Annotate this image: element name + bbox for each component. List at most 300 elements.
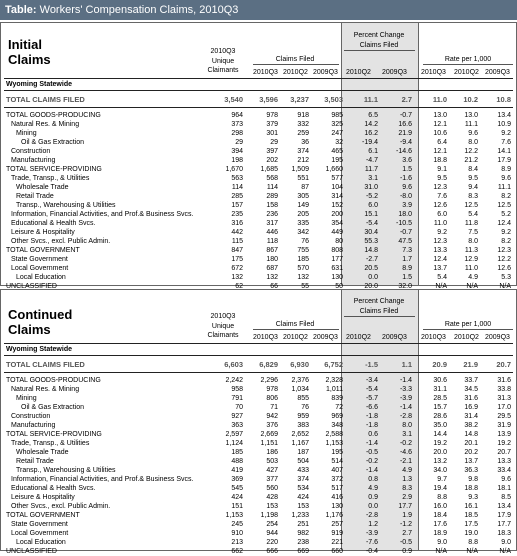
row-value: 424 (231, 494, 243, 501)
row-value: 534 (297, 485, 309, 492)
percent-change-header: Percent Change Claims Filed (353, 298, 405, 315)
row-value: 369 (231, 476, 243, 483)
row-value: 13.9 (497, 431, 511, 438)
row-value: 551 (297, 175, 309, 182)
row-value: 130 (331, 274, 343, 281)
row-value: 545 (231, 485, 243, 492)
row-value: 669 (297, 548, 309, 555)
row-value: 1,153 (225, 512, 243, 519)
row-value: 32 (335, 139, 343, 146)
row-value: 4.9 (402, 467, 412, 474)
table-row (4, 547, 513, 556)
header-rule (4, 343, 513, 344)
row-value: 12.6 (433, 202, 447, 209)
row-value: 7.6 (501, 139, 511, 146)
row-value: 14.8 (464, 431, 478, 438)
row-value: 30.4 (364, 229, 378, 236)
row-value: 2,328 (325, 377, 343, 384)
row-value: 6.1 (368, 148, 378, 155)
rate-underline (423, 329, 513, 330)
row-value: 5.2 (501, 211, 511, 218)
table-row (4, 394, 513, 403)
row-value: -0.2 (399, 440, 412, 447)
initial-claims-section (0, 22, 517, 290)
row-value: 12.4 (433, 256, 447, 263)
row-value: 198 (231, 157, 243, 164)
row-value: 13.3 (497, 458, 511, 465)
row-value: 1.9 (402, 512, 412, 519)
col-2009q3: 2009Q3 (313, 334, 338, 341)
row-value: 2,296 (260, 377, 278, 384)
row-value: 31.0 (364, 184, 378, 191)
row-value: 12.1 (433, 148, 447, 155)
row-value: 9.0 (437, 539, 447, 546)
col-pct-2009q3: 2009Q3 (382, 334, 407, 341)
row-value: -1.2 (399, 521, 412, 528)
row-value: 11.1 (464, 121, 478, 128)
row-value: 5.4 (437, 274, 447, 281)
row-value: 18.8 (464, 485, 478, 492)
row-value: -8.0 (399, 193, 412, 200)
row-value: 158 (266, 202, 278, 209)
row-value: 17.0 (497, 404, 511, 411)
row-value: 18.4 (433, 512, 447, 519)
col-rate-2009q3: 2009Q3 (485, 69, 510, 76)
row-value: 927 (231, 413, 243, 420)
row-value: 363 (231, 422, 243, 429)
row-value: 34.0 (433, 467, 447, 474)
row-value: 11.3 (464, 247, 478, 254)
row-value: 427 (266, 467, 278, 474)
table-row (4, 201, 513, 210)
row-value: 17.7 (497, 521, 511, 528)
row-label: Oil & Gas Extraction (21, 139, 85, 146)
row-label: Leisure & Hospitality (11, 229, 75, 236)
row-value: -2.8 (399, 413, 412, 420)
title-prefix: Table: (5, 4, 37, 16)
row-value: 7.5 (468, 229, 478, 236)
row-value: 394 (231, 148, 243, 155)
row-value: 257 (331, 521, 343, 528)
row-value: 1.5 (402, 274, 412, 281)
row-value: 0.0 (368, 503, 378, 510)
row-value: N/A (435, 283, 447, 290)
row-value: 31.3 (497, 395, 511, 402)
row-value: 570 (297, 265, 309, 272)
row-value: 31.9 (497, 422, 511, 429)
row-value: 195 (331, 157, 343, 164)
row-value: 132 (231, 274, 243, 281)
rate-header: Rate per 1,000 (444, 56, 492, 63)
row-value: 11.7 (364, 166, 378, 173)
table-row (4, 255, 513, 264)
row-value: 316 (231, 220, 243, 227)
row-value: -5.2 (365, 193, 378, 200)
row-value: 1,509 (291, 166, 309, 173)
row-label: TOTAL SERVICE-PROVIDING (6, 431, 102, 438)
claims-filed-header: Claims Filed (275, 321, 315, 328)
row-label: Trade, Transp., & Utilities (11, 440, 90, 447)
row-label: Natural Res. & Mining (11, 121, 80, 128)
row-value: 14.8 (364, 247, 378, 254)
row-value: 8.0 (402, 422, 412, 429)
table-row (4, 174, 513, 183)
table-title-bar (0, 0, 517, 20)
row-value: 9.6 (468, 130, 478, 137)
row-value: 1,233 (291, 512, 309, 519)
table-row (4, 273, 513, 282)
row-value: -1.4 (365, 440, 378, 447)
row-value: 379 (266, 121, 278, 128)
row-value: -2.1 (399, 458, 412, 465)
total-rule (4, 372, 513, 373)
row-value: -2.7 (365, 256, 378, 263)
table-row (4, 430, 513, 439)
row-value: 2,652 (291, 431, 309, 438)
row-value: 13.3 (433, 247, 447, 254)
section-title-line2: Claims (8, 322, 51, 337)
unique-claimants-header: 2010Q3 Unique Claimants (207, 313, 239, 339)
table-row (4, 538, 513, 547)
table-row (4, 448, 513, 457)
row-value: 918 (297, 112, 309, 119)
row-value: 14.4 (433, 431, 447, 438)
row-value: -3.4 (365, 377, 378, 384)
table-row (4, 502, 513, 511)
row-value: 2.9 (402, 494, 412, 501)
row-value: 0.8 (368, 476, 378, 483)
row-value: 672 (231, 265, 243, 272)
row-value: 12.9 (464, 256, 478, 263)
row-value: -0.2 (365, 458, 378, 465)
row-value: 514 (331, 458, 343, 465)
row-value: 3.1 (368, 175, 378, 182)
table-row (4, 183, 513, 192)
row-value: -0.5 (365, 449, 378, 456)
table-row (4, 376, 513, 385)
row-value: 31.4 (464, 413, 478, 420)
row-value: 9.6 (501, 476, 511, 483)
row-value: 47.5 (398, 238, 412, 245)
row-value: 157 (231, 202, 243, 209)
table-row (4, 228, 513, 237)
table-row (4, 421, 513, 430)
row-value: 10.9 (497, 121, 511, 128)
row-value: 247 (331, 130, 343, 137)
row-value: 153 (297, 503, 309, 510)
row-value: 5.4 (468, 211, 478, 218)
row-value: 213 (231, 539, 243, 546)
row-value: 72 (335, 404, 343, 411)
row-value: 660 (331, 548, 343, 555)
row-value: 118 (266, 238, 278, 245)
row-value: 374 (297, 476, 309, 483)
row-value: -1.4 (399, 404, 412, 411)
row-value: 332 (297, 121, 309, 128)
row-value: 14.2 (364, 121, 378, 128)
title-text: Workers' Compensation Claims, 2010Q3 (36, 4, 239, 16)
row-value: -4.7 (365, 157, 378, 164)
row-value: 21.9 (398, 130, 412, 137)
row-value: 978 (266, 112, 278, 119)
row-value: 31.6 (464, 395, 478, 402)
row-value: 16.1 (464, 503, 478, 510)
row-value: 8.0 (468, 238, 478, 245)
table-row (4, 147, 513, 156)
row-value: -1.4 (365, 467, 378, 474)
row-value: -3.9 (365, 530, 378, 537)
row-label: Educational & Health Svcs. (11, 220, 96, 227)
row-value: 18.3 (497, 530, 511, 537)
row-value: 377 (266, 476, 278, 483)
row-value: 442 (231, 229, 243, 236)
row-value: 428 (266, 494, 278, 501)
row-label: UNCLASSIFIED (6, 283, 57, 290)
row-value: 32.0 (398, 283, 412, 290)
row-value: 568 (266, 175, 278, 182)
row-value: 867 (266, 247, 278, 254)
claims-filed-underline (253, 64, 339, 65)
table-row (4, 385, 513, 394)
row-value: 9.0 (501, 539, 511, 546)
row-value: 195 (331, 449, 343, 456)
table-row (4, 165, 513, 174)
row-value: 245 (231, 521, 243, 528)
row-value: 465 (331, 148, 343, 155)
row-value: 1,011 (326, 386, 343, 393)
col-2010q3: 2010Q3 (253, 69, 278, 76)
row-label: Educational & Health Svcs. (11, 485, 96, 492)
row-label: Wholesale Trade (16, 184, 69, 191)
row-value: 115 (231, 238, 243, 245)
row-value: -3.9 (399, 395, 412, 402)
row-value: 1,660 (325, 166, 343, 173)
section-title-line1: Initial (8, 37, 42, 52)
row-value: -6.6 (365, 404, 378, 411)
row-label: Information, Financial Activities, and Prof.& Business Svcs. (11, 476, 194, 483)
row-label: Retail Trade (16, 458, 54, 465)
col-rate-2010q3: 2010Q3 (421, 334, 446, 341)
row-value: 71 (270, 404, 278, 411)
row-value: 446 (266, 229, 278, 236)
row-value: 517 (331, 485, 343, 492)
total-claims-label: TOTAL CLAIMS FILED (6, 360, 85, 369)
row-value: 16.6 (398, 121, 412, 128)
row-value: 205 (297, 211, 309, 218)
table-row (4, 475, 513, 484)
table-row (4, 237, 513, 246)
col-2009q3: 2009Q3 (313, 69, 338, 76)
row-value: 942 (266, 413, 278, 420)
row-value: 104 (331, 184, 343, 191)
row-value: 13.0 (464, 112, 478, 119)
row-value: 631 (331, 265, 343, 272)
table-row (4, 111, 513, 120)
col-rate-2009q3: 2009Q3 (485, 334, 510, 341)
row-value: 80 (335, 238, 343, 245)
row-value: 8.2 (501, 238, 511, 245)
row-value: 1,167 (291, 440, 309, 447)
row-value: 8.3 (468, 193, 478, 200)
row-value: 1,176 (325, 512, 343, 519)
rate-underline (423, 64, 513, 65)
row-value: -0.4 (365, 548, 378, 555)
row-value: 6.0 (368, 202, 378, 209)
row-value: 9.2 (437, 229, 447, 236)
row-value: -9.4 (399, 139, 412, 146)
row-value: 20.2 (464, 449, 478, 456)
row-value: 236 (266, 211, 278, 218)
row-value: 958 (231, 386, 243, 393)
row-value: 153 (266, 503, 278, 510)
col-rate-2010q2: 2010Q2 (454, 69, 479, 76)
row-label: Transp., Warehousing & Utilities (16, 467, 116, 474)
row-value: 317 (266, 220, 278, 227)
row-value: 19.2 (433, 440, 447, 447)
row-value: 2,588 (325, 431, 343, 438)
row-value: 14.1 (497, 148, 511, 155)
row-value: 8.9 (501, 166, 511, 173)
row-value: 35.0 (433, 422, 447, 429)
row-value: -2.8 (365, 512, 378, 519)
row-value: 847 (231, 247, 243, 254)
row-value: 12.5 (464, 202, 478, 209)
row-label: Local Education (16, 539, 66, 546)
row-value: 12.6 (497, 265, 511, 272)
row-value: -1.6 (399, 175, 412, 182)
row-value: 10.6 (433, 130, 447, 137)
row-value: 11.1 (497, 184, 511, 191)
row-label: TOTAL GOVERNMENT (6, 512, 80, 519)
rate-header: Rate per 1,000 (444, 321, 492, 328)
row-value: 1,153 (325, 440, 343, 447)
row-label: Transp., Warehousing & Utilities (16, 202, 116, 209)
row-value: 12.5 (497, 202, 511, 209)
unique-claimants-header: 2010Q3 Unique Claimants (207, 48, 239, 74)
table-row (4, 264, 513, 273)
row-value: 11.8 (464, 220, 478, 227)
row-value: 1.2 (368, 521, 378, 528)
col-2010q3: 2010Q3 (253, 334, 278, 341)
row-value: 9.4 (468, 184, 478, 191)
row-label: Local Education (16, 274, 66, 281)
row-value: 503 (266, 458, 278, 465)
row-value: 662 (231, 548, 243, 555)
row-value: 8.9 (402, 265, 412, 272)
row-value: 180 (266, 256, 278, 263)
row-value: 0.9 (402, 548, 412, 555)
row-value: -4.6 (399, 449, 412, 456)
row-value: 29 (235, 139, 243, 146)
row-value: -0.5 (399, 539, 412, 546)
row-value: -1.8 (365, 413, 378, 420)
row-value: 1,151 (260, 440, 278, 447)
row-value: 62 (235, 283, 243, 290)
row-value: 563 (231, 175, 243, 182)
row-value: 254 (266, 521, 278, 528)
row-value: 20.0 (433, 449, 447, 456)
total-claims-row: TOTAL CLAIMS FILED 3,540 3,596 3,237 3,503 11.1 2.7 11.0 10.2 10.8 (6, 95, 511, 104)
row-value: N/A (435, 548, 447, 555)
row-value: 17.5 (464, 521, 478, 528)
row-value: 1,034 (291, 386, 309, 393)
row-value: 149 (297, 202, 309, 209)
row-value: 12.3 (433, 184, 447, 191)
col-pct-2010q2: 2010Q2 (346, 69, 371, 76)
row-value: 959 (297, 413, 309, 420)
row-value: 9.5 (437, 175, 447, 182)
row-value: 12.3 (497, 247, 511, 254)
row-value: 919 (331, 530, 343, 537)
row-value: 9.3 (468, 494, 478, 501)
row-value: 16.0 (433, 503, 447, 510)
row-value: N/A (466, 283, 478, 290)
row-value: 285 (231, 193, 243, 200)
row-value: 13.4 (497, 503, 511, 510)
row-value: 187 (297, 449, 309, 456)
total-rule (4, 107, 513, 108)
row-value: 687 (266, 265, 278, 272)
table-row (4, 210, 513, 219)
row-value: 0.6 (368, 431, 378, 438)
statewide-rule (4, 90, 513, 91)
row-value: -19.4 (362, 139, 378, 146)
percent-change-underline (344, 50, 415, 51)
row-value: 839 (331, 395, 343, 402)
percent-change-header: Percent Change Claims Filed (353, 32, 405, 49)
row-value: 11.0 (433, 220, 447, 227)
table-row (4, 511, 513, 520)
row-value: 132 (266, 274, 278, 281)
row-value: 20.5 (364, 265, 378, 272)
col-rate-2010q2: 2010Q2 (454, 334, 479, 341)
industry-rows (4, 376, 513, 556)
table-row (4, 493, 513, 502)
row-value: 6.0 (437, 211, 447, 218)
statewide-label: Wyoming Statewide (6, 81, 72, 88)
row-value: 9.7 (437, 476, 447, 483)
row-value: 185 (297, 256, 309, 263)
row-value: 944 (266, 530, 278, 537)
col-pct-2009q3: 2009Q3 (382, 69, 407, 76)
row-value: 325 (331, 121, 343, 128)
row-value: 202 (266, 157, 278, 164)
row-value: 305 (297, 193, 309, 200)
row-value: 7.3 (402, 247, 412, 254)
row-value: 17.9 (497, 512, 511, 519)
row-value: 29 (270, 139, 278, 146)
row-value: 13.0 (433, 112, 447, 119)
row-label: TOTAL GOODS-PRODUCING (6, 112, 101, 119)
row-value: 13.2 (433, 458, 447, 465)
row-value: 20.0 (364, 283, 378, 290)
row-value: 910 (231, 530, 243, 537)
row-value: 19.0 (464, 530, 478, 537)
row-value: 416 (331, 494, 343, 501)
statewide-label: Wyoming Statewide (6, 346, 72, 353)
row-label: Mining (16, 130, 37, 137)
continued-claims-section (0, 289, 517, 555)
row-label: TOTAL GOVERNMENT (6, 247, 80, 254)
row-label: Local Government (11, 265, 69, 272)
row-value: 55.3 (364, 238, 378, 245)
row-value: N/A (499, 283, 511, 290)
row-value: 3.9 (402, 202, 412, 209)
row-value: 15.7 (433, 404, 447, 411)
row-value: 175 (231, 256, 243, 263)
row-value: 12.1 (433, 121, 447, 128)
row-label: Retail Trade (16, 193, 54, 200)
